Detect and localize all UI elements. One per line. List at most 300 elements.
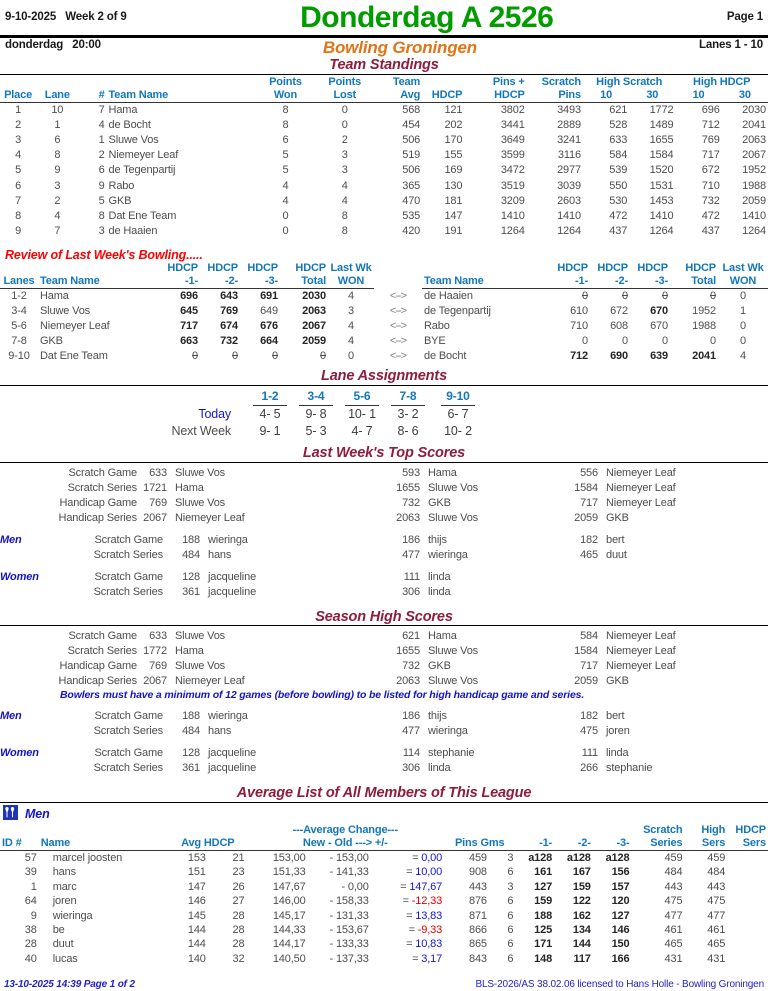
score-holder: Sluwe Vos [175,466,226,479]
score-row [0,659,768,674]
standings-cell: 2 [15,118,22,131]
avg-change: = 10,00 [406,866,443,879]
standings-cell: 8 [282,103,289,116]
score-value: 732 [402,660,420,673]
avg-new: 146,00 [272,895,306,908]
col-points-won-top: Points [269,75,302,88]
review-away-won: 0 [740,320,746,333]
season-scores-title: Season High Scores [315,608,453,625]
review-lastwk-right: Last Wk [722,262,764,275]
review-away-won: 0 [740,335,746,348]
col-points-lost-top: Points [328,75,362,88]
review-hdcp1: HDCP [167,262,198,275]
avg-col-scratch-top: Scratch [643,824,683,837]
game-score: 144 [572,938,591,951]
member-hdcp: 26 [232,880,245,893]
lane-row-label: Next Week [171,424,231,439]
score-label: Scratch Game [94,710,163,723]
score-value: 2059 [574,511,598,524]
member-pins: 866 [468,924,487,937]
avg-new: 147,67 [272,880,306,893]
scratch-series: 443 [664,880,683,893]
game-score: 171 [534,938,553,951]
review-lanes: 9-10 [8,350,30,363]
score-holder: linda [606,747,629,760]
standings-cell: 769 [701,133,720,146]
last-week-scores-title: Last Week's Top Scores [302,445,466,462]
standings-cell: 9 [15,225,22,238]
standings-cell: 1264 [649,225,674,238]
review-home-game: 0 [272,350,278,363]
standings-cell: Dat Ene Team [108,209,177,222]
col-won: Won [257,89,313,103]
col-high-hdcp-10: 10 [675,89,721,103]
score-value: 1772 [143,645,167,658]
standings-cell: 10 [51,103,64,116]
score-value: 2063 [396,511,420,524]
standings-cell: 9 [98,179,105,192]
score-value: 266 [580,762,598,775]
score-row [0,570,768,585]
standings-cell: 1453 [649,194,674,207]
score-value: 306 [402,762,420,775]
lane-assignments-grid [0,388,768,440]
lane-row-label: Today [198,407,231,422]
review-home-game: 649 [260,305,278,318]
avg-change: = 147,67 [400,880,443,893]
score-holder: wieringa [428,548,468,561]
col-scratch-pins: Pins [527,89,583,103]
member-avg: 146 [187,895,206,908]
standings-cell: 1 [98,133,105,146]
review-away-team: de Haaien [424,290,473,303]
average-list-title: Average List of All Members of This League [236,785,532,802]
game-score: 134 [572,924,591,937]
score-label: Scratch Series [93,725,163,738]
review-home-game: 645 [180,305,198,318]
avg-change: = 0,00 [412,852,443,865]
standings-cell: 1 [15,103,22,116]
member-avg: 144 [187,924,206,937]
week-indicator: Week 2 of 9 [65,11,127,23]
standings-cell: 1410 [557,209,581,222]
member-hdcp: 28 [232,938,245,951]
standings-cell: 8 [341,209,348,222]
review-away-total: 0 [710,335,716,348]
lane-assignments-title: Lane Assignments [321,368,447,385]
score-label: Handicap Series [58,511,137,524]
standings-cell: 3039 [557,179,581,192]
review-title: Review of Last Week's Bowling..... [5,248,203,263]
score-value: 484 [182,548,200,561]
standings-cell: 1264 [557,225,581,238]
review-home-game: 663 [180,335,198,348]
score-row [0,746,768,761]
avg-col-scratch-series: Series [631,837,684,851]
standings-cell: 0 [282,209,289,222]
review-lanes: 3-4 [11,305,27,318]
review-home-game: 0 [192,350,198,363]
avg-col-high-sers: Sers [684,837,727,851]
review-col-team-right: Team Name [422,275,542,289]
score-value: 182 [580,710,598,723]
score-value: 361 [182,585,200,598]
review-away-game: 712 [570,350,588,363]
season-divider [0,625,768,626]
subheader [0,38,768,57]
col-high-scratch-10: 10 [583,89,629,103]
score-value: 361 [182,762,200,775]
score-holder: bert [606,533,625,546]
lane-assignment-value: 10- 1 [348,407,376,422]
game-score: 122 [572,895,591,908]
score-row [0,533,768,548]
hdcp-series [727,952,768,966]
versus-arrow-icon: <--> [389,320,407,333]
standings-cell: GKB [108,194,132,207]
review-away-won: 0 [740,290,746,303]
standings-cell: 3209 [500,194,525,207]
review-away-game: 710 [570,320,588,333]
member-name: be [52,924,65,937]
standings-cell: 2889 [557,118,581,131]
member-pins: 908 [468,866,487,879]
standings-cell: 8 [341,225,348,238]
game-score: 159 [534,895,553,908]
average-row [0,923,768,937]
score-holder: Niemeyer Leaf [606,645,676,658]
col-lane: Lane [36,89,78,103]
score-row [0,466,768,481]
standings-cell: 8 [15,209,22,222]
score-row [0,585,768,600]
col-high-hdcp-top: High HDCP [693,75,751,88]
average-row [0,865,768,879]
review-home-won: 0 [348,350,354,363]
standings-cell: 5 [282,164,289,177]
score-holder: GKB [606,511,629,524]
game-score: 127 [611,909,630,922]
standings-cell: 3241 [557,133,581,146]
review-col-team-left: Team Name [38,275,156,289]
col-team-name: Team Name [107,89,258,103]
avg-col-g1: -1- [515,837,554,851]
score-holder: Niemeyer Leaf [606,660,676,673]
review-away-game: 672 [610,305,628,318]
member-avg: 147 [187,880,206,893]
versus-arrow-icon: <--> [389,350,407,363]
score-holder: Sluwe Vos [428,645,479,658]
gender-label [0,548,90,563]
review-row [0,289,768,305]
standings-cell: 155 [444,149,463,162]
standings-cell: 3 [341,164,348,177]
avg-change-group-header: ---Average Change--- [292,824,398,837]
avg-col-name: Name [39,837,169,851]
score-holder: Niemeyer Leaf [606,630,676,643]
scratch-series: 459 [664,852,683,865]
standings-row [0,102,768,118]
scratch-series: 475 [664,895,683,908]
score-holder: Hama [175,481,204,494]
lane-assignment-value: 8- 6 [397,424,419,439]
average-row [0,894,768,908]
review-hdcp8: HDCP [685,262,716,275]
score-value: 188 [182,533,200,546]
score-label: Handicap Series [58,675,137,688]
score-holder: GKB [428,496,451,509]
avg-change: = 10,83 [406,938,443,951]
standings-cell: 519 [402,149,421,162]
standings-cell: 181 [444,194,463,207]
score-holder: bert [606,710,625,723]
standings-row [0,179,768,194]
member-pins: 843 [468,952,487,965]
lane-assignments-divider [0,385,768,386]
standings-cell: 3599 [500,149,525,162]
col-high-scratch-30: 30 [629,89,675,103]
standings-cell: 6 [15,179,22,192]
review-col-lanes: Lanes [0,275,38,289]
member-avg: 140 [187,952,206,965]
review-hdcp3: HDCP [247,262,278,275]
review-home-game: 676 [260,320,278,333]
average-list-gender-label: Men [25,807,50,822]
standings-cell: 1264 [500,225,525,238]
score-row [0,724,768,739]
score-row [0,674,768,689]
standings-cell: 2 [98,149,105,162]
score-label: Scratch Series [93,548,163,561]
review-row [0,319,768,334]
score-holder: jacqueline [208,762,257,775]
review-row [0,304,768,319]
standings-cell: 191 [444,225,463,238]
standings-cell: 1988 [742,179,766,192]
score-value: 769 [149,496,167,509]
standings-title: Team Standings [329,56,439,73]
standings-cell: 6 [282,133,289,146]
game-score: 125 [534,924,553,937]
review-home-team: Sluwe Vos [40,305,91,318]
standings-cell: 3116 [557,149,581,162]
high-series: 459 [707,852,726,865]
standings-row [0,133,768,148]
lane-assignment-value: 9- 1 [259,424,281,439]
hdcp-series [727,865,768,879]
average-row [0,851,768,866]
standings-cell: 4 [54,209,61,222]
standings-cell: Hama [108,103,138,116]
avg-col-g3: -3- [593,837,632,851]
score-value: 128 [182,570,200,583]
score-holder: jacqueline [208,570,257,583]
standings-cell: 3472 [500,164,525,177]
score-value: 717 [580,496,598,509]
score-value: 186 [402,533,420,546]
scratch-series: 484 [664,866,683,879]
avg-col-high-top: High [701,824,726,837]
member-id: 64 [24,895,37,908]
standings-cell: 8 [54,149,61,162]
review-home-won: 3 [348,305,354,318]
game-score: 167 [572,866,591,879]
score-label: Scratch Series [93,762,163,775]
avg-old: - 141,33 [329,866,369,879]
review-home-team: Hama [40,290,69,303]
review-home-total: 0 [320,350,326,363]
review-home-won: 4 [348,320,354,333]
lane-assignment-value: 4- 7 [351,424,373,439]
avg-old: - 153,67 [329,924,369,937]
score-value: 182 [580,533,598,546]
standings-cell: 539 [609,164,628,177]
avg-col-g2: -2- [554,837,593,851]
avg-change-value: 10,00 [415,866,443,879]
lane-assignment-value: 9- 8 [305,407,327,422]
standings-cell: Niemeyer Leaf [108,149,179,162]
member-name: duut [52,938,74,951]
review-home-game: 664 [260,335,278,348]
score-holder: Sluwe Vos [175,660,226,673]
standings-cell: 732 [701,194,720,207]
standings-cell: Sluwe Vos [108,133,159,146]
standings-cell: 4 [341,194,348,207]
last-week-team-scores [0,466,768,526]
avg-group-header-row [0,824,768,837]
game-score: 162 [572,909,591,922]
score-row [0,709,768,724]
standings-cell: 8 [98,209,105,222]
standings-cell: de Haaien [108,225,158,238]
col-team-number: # [78,89,106,103]
footer-timestamp: 13-10-2025 14:39 Page 1 of 2 [4,979,135,990]
score-row [0,548,768,563]
standings-cell: 1531 [649,179,674,192]
standings-cell: 6 [54,133,61,146]
avg-old: - 153,00 [329,852,369,865]
standings-cell: 506 [402,164,421,177]
score-value: 484 [182,725,200,738]
review-away-won: 4 [740,350,746,363]
score-holder: wieringa [208,710,248,723]
standings-cell: 2030 [742,103,766,116]
lane-assignment-value: 10- 2 [444,424,472,439]
member-id: 9 [30,909,37,922]
review-away-game: 670 [650,305,668,318]
standings-cell: 2603 [557,194,581,207]
review-home-total: 2063 [302,305,326,318]
review-away-total: 1988 [692,320,716,333]
review-table [0,262,768,364]
last-week-divider [0,462,768,463]
review-home-total: 2067 [302,320,326,333]
game-score: 120 [611,895,630,908]
standings-cell: 710 [701,179,720,192]
average-row [0,880,768,894]
member-id: 57 [24,852,37,865]
review-home-won: 4 [348,335,354,348]
standings-cell: 3649 [500,133,525,146]
score-label: Scratch Game [94,747,163,760]
high-series: 484 [707,866,726,879]
review-col-total-right: Total [670,275,718,289]
footer-license: BLS-2026/AS 38.02.06 licensed to Hans Holle - Bowling Groningen [475,979,764,990]
avg-old: - 133,33 [329,938,369,951]
page-footer [0,979,768,991]
col-pins-plus-top: Pins + [492,75,525,88]
hdcp-series [727,894,768,908]
score-value: 593 [402,466,420,479]
standings-cell: 712 [701,118,720,131]
review-hdcp6: HDCP [597,262,628,275]
score-label: Scratch Game [94,533,163,546]
game-score: 156 [611,866,630,879]
standings-group-header-row [0,76,768,89]
avg-change-value: -12,33 [411,895,443,908]
score-value: 477 [402,548,420,561]
standings-cell: 130 [444,179,463,192]
standings-cell: 528 [609,118,628,131]
score-value: 556 [580,466,598,479]
standings-cell: 169 [444,164,463,177]
review-home-game: 732 [220,335,238,348]
score-holder: wieringa [208,533,248,546]
gender-label [0,724,90,739]
score-holder: jacqueline [208,747,257,760]
member-name: joren [52,895,77,908]
review-col-g2-right: -2- [590,275,630,289]
score-value: 111 [403,570,420,583]
review-away-won: 1 [740,305,746,318]
review-group-header-row [0,262,768,275]
score-value: 114 [402,747,420,760]
standings-cell: 506 [402,133,421,146]
score-holder: Niemeyer Leaf [606,466,676,479]
score-value: 186 [402,710,420,723]
review-away-game: 0 [582,290,588,303]
standings-cell: 696 [701,103,720,116]
standings-row [0,209,768,224]
review-col-won-right: WON [718,275,768,289]
member-hdcp: 23 [232,866,245,879]
score-value: 621 [402,630,420,643]
review-home-game: 769 [220,305,238,318]
standings-cell: 1952 [742,164,766,177]
report-date: 9-10-2025 [5,11,57,23]
standings-cell: 3 [15,133,22,146]
score-holder: Sluwe Vos [175,496,226,509]
standings-cell: 9 [54,164,61,177]
game-score: 159 [572,880,591,893]
day-time [5,39,101,51]
standings-cell: 2977 [557,164,581,177]
avg-change-value: 13,83 [415,909,443,922]
score-holder: thijs [428,710,447,723]
lane-grid-corner [0,388,247,406]
lane-assignment-value: 6- 7 [447,407,469,422]
season-team-scores [0,629,768,689]
gender-label [0,585,90,600]
lane-pair-header: 7-8 [385,388,431,406]
header-date-week [5,3,127,23]
review-away-team: BYE [424,335,446,348]
standings-cell: 3 [341,149,348,162]
standings-cell: 7 [54,225,61,238]
score-holder: Sluwe Vos [428,511,479,524]
score-holder: Niemeyer Leaf [175,511,245,524]
review-home-team: Niemeyer Leaf [40,320,110,333]
